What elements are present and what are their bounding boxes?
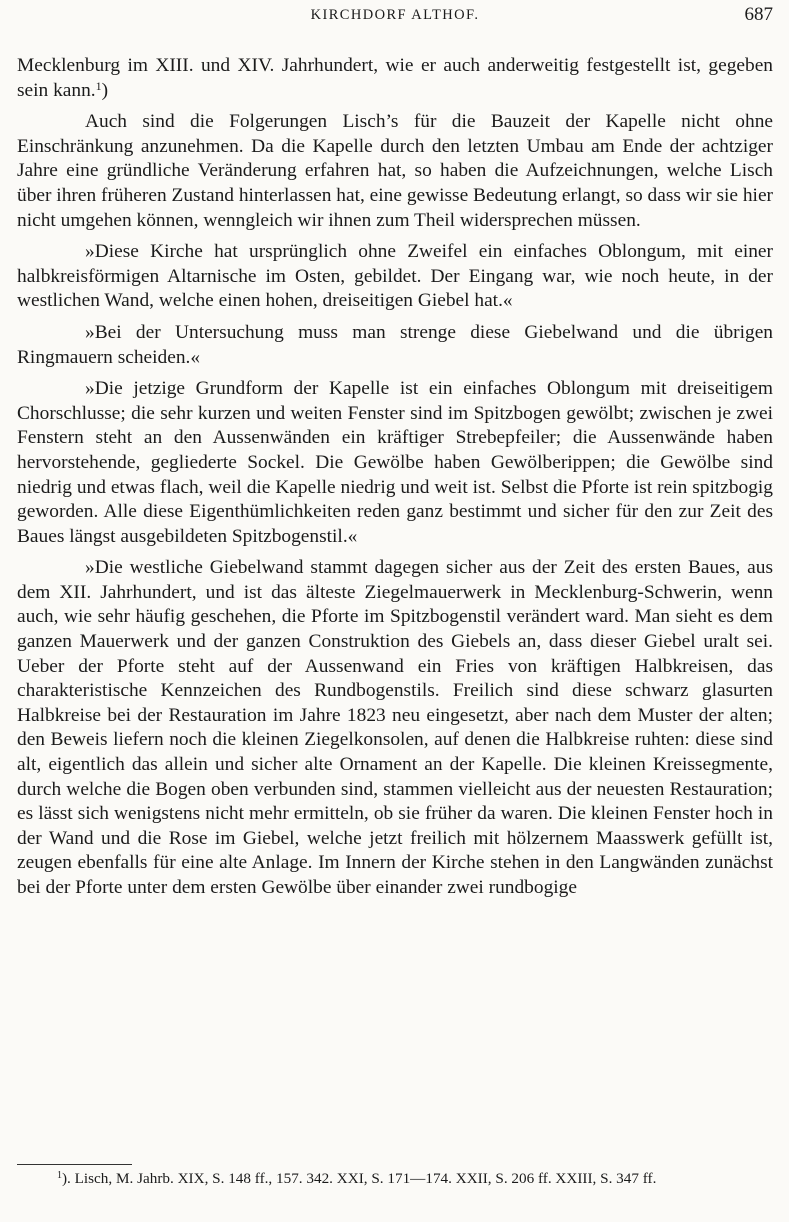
footnote-reference: 1 [95,78,102,93]
paragraph-1-text: Mecklenburg im XIII. und XIV. Jahrhundert, wie er auch anderweitig festgestellt ist, gegeben sein kann. [17,55,773,101]
paragraph-1-close: ) [101,79,109,101]
running-title: KIRCHDORF ALTHOF. [310,7,480,23]
paragraph-1 [17,54,773,103]
footnote [17,1168,773,1190]
paragraph-5: »Die jetzige Grundform der Kapelle ist ein einfaches Oblongum mit dreiseitigem Chorschlusse; die sehr kurzen und weiten Fenster sind im Spitzbogen gewölbt; zwischen je zwei Fenstern steht an den Aussenwänden ein kräftiger Strebepfeiler; die Aussenwände haben hervorstehende, gegliederte Sockel. Die Gewölbe haben Gewölberippen; die Gewölbe sind niedrig und etwas flach, weil die Kapelle niedrig und weit ist. Selbst die Pforte ist rein spitzbogig geworden. Alle diese Eigenthümlichkeiten reden ganz bestimmt und sicher für den zur Zeit des Baues längst ausgebildeten Spitzbogenstil.« [17,378,773,547]
footnote-marker: 1 [57,1170,62,1181]
main-text [17,54,773,901]
page-number: 687 [744,4,773,25]
paragraph-4: »Bei der Untersuchung muss man strenge diese Giebelwand und die übrigen Ringmauern scheiden.« [17,321,773,368]
paragraph-6: »Die westliche Giebelwand stammt dagegen sicher aus der Zeit des ersten Baues, aus dem XII. Jahrhundert, und ist das älteste Ziegelmauerwerk in Mecklenburg-Schwerin, wenn auch, wie sehr häufig geschehen, die Pforte im Spitzbogenstil verändert ward. Man sieht es dem ganzen Mauerwerk und der ganzen Construktion des Giebels an, dass dieser Giebel uralt sei. Ueber der Pforte steht auf der Aussenwand ein Fries von kräftigen Halbkreisen, das charakteristische Kennzeichen des Rundbogenstils. Freilich sind diese schwarz glasurten Halbkreise bei der Restauration im Jahre 1823 neu eingesetzt, aber nach dem Muster der alten; den Beweis liefern noch die kleinen Ziegelkonsolen, auf denen die Halbkreise ruhten: diese sind alt, eigentlich das allein und sicher alte Ornament an der Kapelle. Die kleinen Kreissegmente, durch welche die Bogen oben verbunden sind, stammen vielleicht aus der neuesten Restauration; es lässt sich wenigstens nicht mehr ermitteln, ob sie früher da waren. Die kleinen Fenster hoch in der Wand und die Rose im Giebel, welche jetzt freilich mit hölzernem Maasswerk gefüllt ist, zeugen ebenfalls für eine alte Anlage. Im Innern der Kirche stehen in den Langwänden zunächst bei der Pforte unter dem ersten Gewölbe über einander zwei rundbogige [17,557,773,898]
paragraph-2: Auch sind die Folgerungen Lisch’s für die Bauzeit der Kapelle nicht ohne Einschränkung anzunehmen. Da die Kapelle durch den letzten Umbau am Ende der achtziger Jahre eine gründliche Veränderung erfahren hat, so haben die Aufzeichnungen, welche Lisch über ihren früheren Zustand hinterlassen hat, eine gewisse Bedeutung erlangt, so dass wir sie hier nicht umgehen können, wenngleich wir ihnen zum Theil widersprechen müssen. [17,111,774,231]
footnote-divider [17,1164,132,1165]
footnote-text: ). Lisch, M. Jahrb. XIX, S. 148 ff., 157. 342. XXI, S. 171—174. XXII, S. 206 ff. XXIII, S. 347 ff. [62,1170,657,1187]
page-header [17,6,773,28]
paragraph-3: »Diese Kirche hat ursprünglich ohne Zweifel ein einfaches Oblongum, mit einer halbkreisförmigen Altarnische im Osten, gebildet. Der Eingang war, wie noch heute, in der westlichen Wand, welche einen hohen, dreiseitigen Giebel hat.« [17,241,773,312]
